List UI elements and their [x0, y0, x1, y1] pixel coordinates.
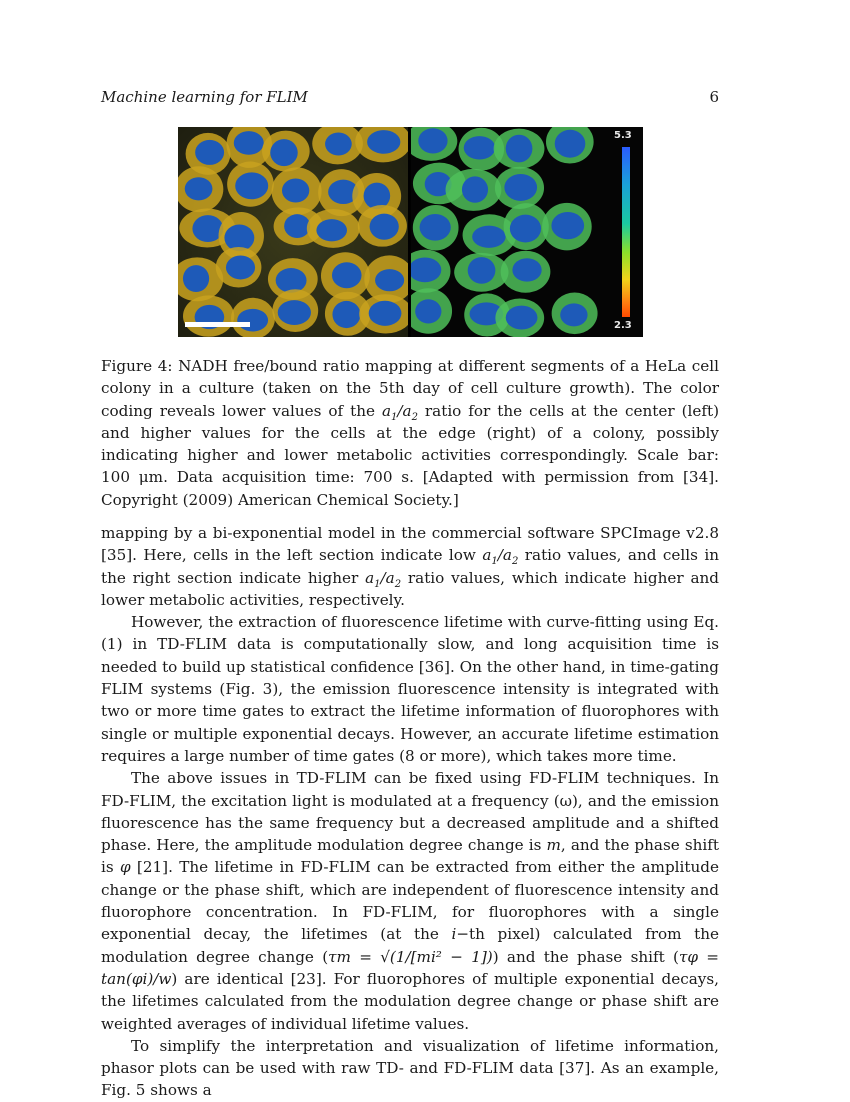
cell: [355, 127, 408, 162]
page-header: [101, 88, 719, 106]
paragraph-2: However, the extraction of fluorescence lifetime with curve-fitting using Eq. (1) in TD-FLIM data is computationally slow, and long acquisition time is needed to build up statistical confidence [36]. On the other hand, in time-gating FLIM systems (Fig. 3), the emission fluorescence intensity is integrated with two or more time gates to extract the lifetime information of fluorophores with single or multiple exponential decays. However, an accurate lifetime estimation requires a large number of time gates (8 or more), which takes more time.: [101, 613, 719, 765]
figure-panel-center-colony: [178, 127, 408, 337]
cell: [272, 289, 318, 332]
cell: [454, 253, 508, 292]
cell: [542, 203, 592, 250]
cell: [552, 293, 598, 335]
cell: [307, 209, 360, 248]
caption-ratio: $a_1/a_2$: [381, 401, 418, 423]
cell: [312, 127, 363, 164]
body-text: [101, 522, 719, 1102]
cell: [411, 127, 457, 161]
cell: [227, 162, 274, 207]
tau-m-formula: τm = √(1/[mi² − 1]): [328, 947, 493, 966]
scale-bar: [185, 322, 250, 327]
caption-tail: ratio for the cells at the center (left) and higher values for the cells at the edge (right) of a colony, possibly indicating higher and lower metabolic activities correspondingly. Scale bar: 100 μm. Data acquisition time: 700 s. [Adapted with permission from [34]. Copyright (2009) American Chemical Society.]: [101, 401, 719, 509]
paragraph-4: To simplify the interpretation and visualization of lifetime information, phasor plots can be used with raw TD- and FD-FLIM data [37]. As an example, Fig. 5 shows a: [101, 1036, 719, 1100]
running-title: Machine learning for FLIM: [101, 88, 308, 106]
colorbar-max-label: 5.3: [614, 130, 632, 141]
cell: [504, 203, 549, 250]
cell: [413, 205, 459, 250]
cell: [501, 251, 551, 293]
cell: [216, 247, 262, 288]
colorbar-min-label: 2.3: [614, 320, 632, 331]
figure-4-image: [178, 127, 643, 337]
ratio-inline: $a_1/a_2$: [365, 568, 402, 590]
paragraph-3: The above issues in TD-FLIM can be fixed using FD-FLIM techniques. In FD-FLIM, the excitation light is modulated at a frequency (ω), and the emission fluorescence has the same frequency but a decreased amplitude and a shifted phase. Here, the amplitude modulation degree change is m, and the phase shift is φ [21]. The lifetime in FD-FLIM can be extracted from either the amplitude change or the phase shift, which are independent of fluorescence intensity and fluorophore concentration. In FD-FLIM, for fluorophores with a single exponential decay, the lifetimes (at the i−th pixel) calculated from the modulation degree change (τm = √(1/[mi² − 1])) and the phase shift (τφ = tan(φi)/w) are identical [23]. For fluorophores of multiple exponential decays, the lifetimes calculated from the modulation degree change or phase shift are weighted averages of individual lifetime values.: [101, 769, 719, 1033]
cell-field-right: [411, 127, 643, 337]
cell: [411, 250, 450, 293]
cell: [231, 298, 275, 337]
paragraph-1: mapping by a bi-exponential model in the commercial software SPCImage v2.8 [35]. Here, cells in the left section indicate low $a_1/a_2$ ratio values, and cells in the right section indicate higher $a_1/a_2$ ratio values, which indicate higher and lower metabolic activities, respectively.: [101, 524, 719, 609]
cell: [494, 129, 545, 169]
cell: [262, 131, 310, 172]
cell-field-left: [178, 127, 408, 337]
figure-panel-edge-colony: [411, 127, 643, 337]
cell: [446, 169, 502, 211]
ratio-inline: $a_1/a_2$: [482, 546, 519, 568]
cell: [495, 167, 544, 209]
colorbar: [622, 147, 630, 317]
cell: [546, 127, 594, 163]
caption-lead: Figure 4: NADH free/bound ratio mapping at different segments of a HeLa cell colony in a culture (taken on the 5th day of cell culture growth). The color coding reveals lower values of the: [101, 357, 719, 420]
page-number: 6: [709, 88, 719, 106]
cell: [183, 295, 234, 336]
cell: [411, 288, 452, 334]
cell: [495, 298, 544, 337]
cell: [359, 294, 408, 333]
tau-phi-formula: τφ = tan(φi)/w: [101, 947, 719, 988]
figure-caption: [101, 355, 719, 511]
cell: [358, 205, 407, 247]
